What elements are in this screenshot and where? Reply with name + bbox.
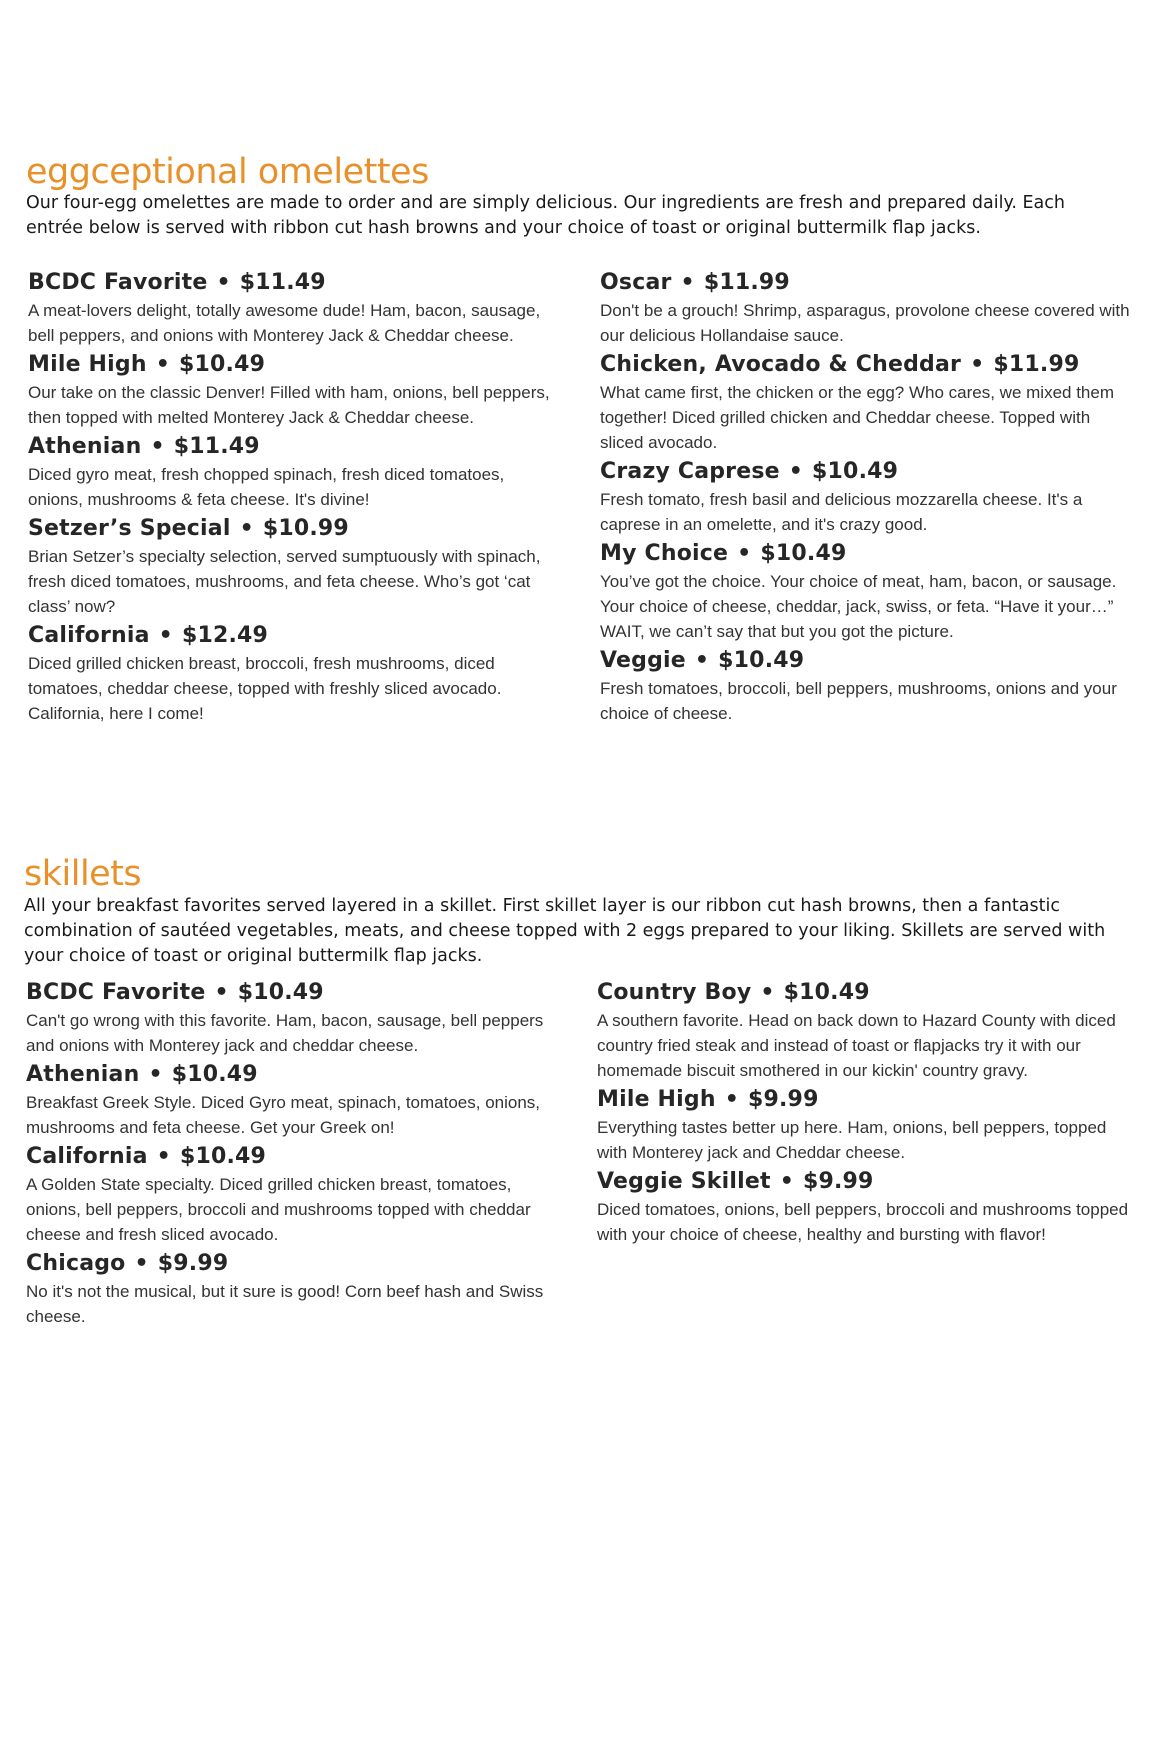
item-name: Veggie Skillet	[597, 1169, 771, 1194]
menu-item	[28, 432, 558, 512]
bullet-separator: •	[779, 1169, 794, 1194]
item-description: Fresh tomatoes, broccoli, bell peppers, mushrooms, onions and your choice of cheese.	[600, 679, 1117, 723]
item-name: Chicago	[26, 1251, 126, 1276]
item-price: $9.99	[802, 1169, 874, 1194]
item-name: Athenian	[28, 434, 142, 459]
menu-item	[26, 978, 556, 1058]
item-price: $9.99	[157, 1251, 229, 1276]
item-name: Veggie	[600, 648, 686, 673]
menu-item	[28, 268, 558, 348]
skillets-right-column	[597, 978, 1135, 1249]
item-name: Country Boy	[597, 980, 752, 1005]
item-name: Mile High	[597, 1087, 716, 1112]
bullet-separator: •	[158, 623, 173, 648]
item-price: $11.49	[173, 434, 260, 459]
skillets-left-column	[26, 978, 556, 1331]
item-price: $11.49	[239, 270, 326, 295]
menu-item	[28, 514, 558, 619]
bullet-separator: •	[155, 352, 170, 377]
item-name: BCDC Favorite	[28, 270, 208, 295]
menu-item	[600, 350, 1135, 455]
menu-item	[26, 1060, 556, 1140]
bullet-separator: •	[737, 541, 752, 566]
menu-item	[600, 457, 1135, 537]
item-description: No it's not the musical, but it sure is good! Corn beef hash and Swiss cheese.	[26, 1282, 544, 1326]
item-description: What came first, the chicken or the egg? Who cares, we mixed them together! Diced grilled chicken and Cheddar cheese. Topped with sliced avocado.	[600, 383, 1114, 452]
item-name: Setzer’s Special	[28, 516, 231, 541]
item-name: Athenian	[26, 1062, 140, 1087]
bullet-separator: •	[156, 1144, 171, 1169]
item-price: $10.49	[783, 980, 870, 1005]
menu-item	[597, 978, 1135, 1083]
menu-item	[600, 646, 1135, 726]
item-description: A southern favorite. Head on back down to Hazard County with diced country fried steak and instead of toast or flapjacks try it with our homemade biscuit smothered in our kickin' country gravy.	[597, 1011, 1116, 1080]
bullet-separator: •	[148, 1062, 163, 1087]
item-description: Diced gyro meat, fresh chopped spinach, fresh diced tomatoes, onions, mushrooms & feta cheese. It's divine!	[28, 465, 505, 509]
item-name: Crazy Caprese	[600, 459, 780, 484]
menu-item	[600, 539, 1135, 644]
menu-item	[26, 1249, 556, 1329]
item-description: Breakfast Greek Style. Diced Gyro meat, spinach, tomatoes, onions, mushrooms and feta cheese. Get your Greek on!	[26, 1093, 541, 1137]
item-description: You’ve got the choice. Your choice of meat, ham, bacon, or sausage. Your choice of cheese, cheddar, jack, swiss, or feta. “Have it your…” WAIT, we can’t say that but you got the picture.	[600, 572, 1117, 641]
item-description: Don't be a grouch! Shrimp, asparagus, provolone cheese covered with our delicious Hollandaise sauce.	[600, 301, 1130, 345]
omelettes-intro: Our four-egg omelettes are made to order and are simply delicious. Our ingredients are fresh and prepared daily. Each entrée below is served with ribbon cut hash browns and your choice of toast or original buttermilk flap jacks.	[26, 193, 1065, 238]
skillets-intro: All your breakfast favorites served layered in a skillet. First skillet layer is our ribbon cut hash browns, then a fantastic combination of sautéed vegetables, meats, and cheese topped with 2 eggs prepared to your liking. Skillets are served with your choice of toast or original buttermilk flap jacks.	[24, 896, 1106, 966]
item-price: $12.49	[181, 623, 269, 648]
item-price: $10.49	[178, 352, 266, 377]
item-description: Our take on the classic Denver! Filled with ham, onions, bell peppers, then topped with melted Monterey Jack & Cheddar cheese.	[28, 383, 550, 427]
menu-item	[26, 1142, 556, 1247]
item-price: $11.99	[993, 352, 1080, 377]
item-name: My Choice	[600, 541, 729, 566]
omelettes-left-column	[28, 268, 558, 728]
menu-item	[597, 1167, 1135, 1247]
item-name: California	[28, 623, 150, 648]
bullet-separator: •	[134, 1251, 149, 1276]
menu-item	[600, 268, 1135, 348]
item-price: $10.49	[179, 1144, 267, 1169]
bullet-separator: •	[239, 516, 254, 541]
bullet-separator: •	[788, 459, 804, 484]
bullet-separator: •	[214, 980, 229, 1005]
bullet-separator: •	[150, 434, 165, 459]
item-description: A meat-lovers delight, totally awesome dude! Ham, bacon, sausage, bell peppers, and onions with Monterey Jack & Cheddar cheese.	[28, 301, 541, 345]
item-price: $9.99	[747, 1087, 819, 1112]
item-price: $10.99	[262, 516, 349, 541]
item-description: Fresh tomato, fresh basil and delicious mozzarella cheese. It's a caprese in an omelette, and it's crazy good.	[600, 490, 1083, 534]
menu-item	[597, 1085, 1135, 1165]
menu-item	[28, 350, 558, 430]
item-name: Chicken, Avocado & Cheddar	[600, 352, 962, 377]
item-name: Oscar	[600, 270, 672, 295]
bullet-separator: •	[216, 270, 231, 295]
item-price: $10.49	[718, 648, 805, 673]
item-description: Brian Setzer’s specialty selection, served sumptuously with spinach, fresh diced tomatoes, mushrooms, and feta cheese. Who’s got ‘cat class’ now?	[28, 547, 541, 616]
item-name: BCDC Favorite	[26, 980, 206, 1005]
menu-item	[28, 621, 558, 726]
item-price: $10.49	[760, 541, 847, 566]
item-description: Can't go wrong with this favorite. Ham, bacon, sausage, bell peppers and onions with Monterey jack and cheddar cheese.	[26, 1011, 544, 1055]
item-description: Everything tastes better up here. Ham, onions, bell peppers, topped with Monterey jack and Cheddar cheese.	[597, 1118, 1107, 1162]
item-price: $10.49	[812, 459, 899, 484]
item-price: $10.49	[237, 980, 324, 1005]
item-description: Diced tomatoes, onions, bell peppers, broccoli and mushrooms topped with your choice of cheese, healthy and bursting with flavor!	[597, 1200, 1129, 1244]
item-price: $11.99	[703, 270, 790, 295]
bullet-separator: •	[694, 648, 710, 673]
skillets-title: skillets	[24, 854, 142, 894]
bullet-separator: •	[760, 980, 775, 1005]
bullet-separator: •	[724, 1087, 739, 1112]
item-name: California	[26, 1144, 148, 1169]
omelettes-right-column	[600, 268, 1135, 728]
item-description: Diced grilled chicken breast, broccoli, fresh mushrooms, diced tomatoes, cheddar cheese, topped with freshly sliced avocado. California, here I come!	[28, 654, 502, 723]
bullet-separator: •	[970, 352, 985, 377]
item-price: $10.49	[171, 1062, 258, 1087]
item-description: A Golden State specialty. Diced grilled chicken breast, tomatoes, onions, bell peppers, broccoli and mushrooms topped with cheddar cheese and fresh sliced avocado.	[26, 1175, 531, 1244]
item-name: Mile High	[28, 352, 147, 377]
bullet-separator: •	[680, 270, 695, 295]
omelettes-title: eggceptional omelettes	[26, 152, 429, 192]
omelettes-section	[0, 0, 1155, 820]
skillets-section	[0, 840, 1155, 1400]
